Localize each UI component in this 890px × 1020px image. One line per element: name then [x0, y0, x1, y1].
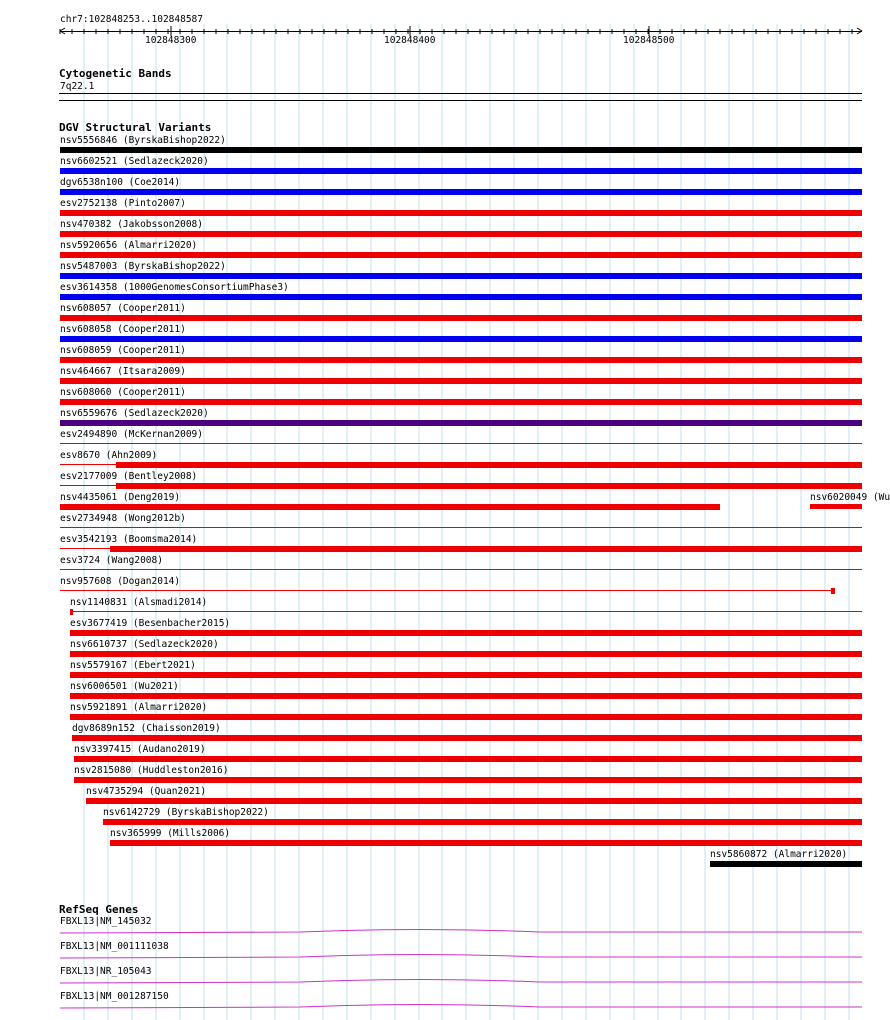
variant-bar-dgv8689n152[interactable]: [72, 735, 862, 741]
variant-bar-esv8670[interactable]: [116, 462, 862, 468]
variant-bar-esv3542193[interactable]: [110, 546, 862, 552]
cytoband-track-title[interactable]: Cytogenetic Bands: [59, 67, 172, 80]
variant-label-nsv5860872[interactable]: nsv5860872 (Almarri2020): [710, 849, 848, 860]
variant-label-nsv608060[interactable]: nsv608060 (Cooper2011): [60, 387, 186, 398]
variant-label-nsv608057[interactable]: nsv608057 (Cooper2011): [60, 303, 186, 314]
variant-bar-nsv957608[interactable]: [831, 588, 835, 594]
variant-bar-nsv5921891[interactable]: [70, 714, 862, 720]
variant-label-nsv6610737[interactable]: nsv6610737 (Sedlazeck2020): [70, 639, 219, 650]
cytoband-label[interactable]: 7q22.1: [60, 81, 95, 92]
ruler-ticks: [0, 24, 890, 54]
variant-bar-nsv6559676[interactable]: [60, 420, 862, 426]
variant-bar-nsv464667[interactable]: [60, 378, 862, 384]
variant-line-nsv957608[interactable]: [60, 590, 831, 591]
variant-bar-nsv5920656[interactable]: [60, 252, 862, 258]
refseq-track-title[interactable]: RefSeq Genes: [59, 903, 139, 916]
gene-model-1[interactable]: [0, 926, 890, 936]
variant-bar-esv3614358[interactable]: [60, 294, 862, 300]
ruler-right-arrow: [857, 28, 862, 34]
gene-intron-line: [60, 930, 862, 934]
variant-bar-nsv5860872[interactable]: [710, 861, 862, 867]
gene-label-3[interactable]: FBXL13|NR_105043: [60, 966, 152, 977]
variant-bar-nsv6610737[interactable]: [70, 651, 862, 657]
variant-label-nsv5487003[interactable]: nsv5487003 (ByrskaBishop2022): [60, 261, 226, 272]
variant-line-esv2177009[interactable]: [60, 485, 116, 486]
cytoband-band-top: [59, 93, 862, 94]
ruler-tick-label-3: 102848500: [623, 35, 675, 46]
variant-label-esv2734948[interactable]: esv2734948 (Wong2012b): [60, 513, 186, 524]
variant-bar-nsv608059[interactable]: [60, 357, 862, 363]
variant-bar-nsv6602521[interactable]: [60, 168, 862, 174]
variant-bar-nsv6020049[interactable]: [810, 504, 862, 509]
variant-label-nsv957608[interactable]: nsv957608 (Dogan2014): [60, 576, 181, 587]
variant-line-esv3542193[interactable]: [60, 548, 110, 549]
variant-label-nsv608059[interactable]: nsv608059 (Cooper2011): [60, 345, 186, 356]
gene-model-2[interactable]: [0, 951, 890, 961]
variant-line-nsv1140831[interactable]: [73, 611, 862, 612]
variant-bar-nsv608057[interactable]: [60, 315, 862, 321]
gene-intron-line: [60, 980, 862, 984]
variant-line-esv8670[interactable]: [60, 464, 116, 465]
variant-bar-nsv470382[interactable]: [60, 231, 862, 237]
variant-label-nsv6020049[interactable]: nsv6020049 (Wu: [810, 492, 890, 503]
variant-label-nsv5921891[interactable]: nsv5921891 (Almarri2020): [70, 702, 208, 713]
variant-bar-nsv608058[interactable]: [60, 336, 862, 342]
variant-bar-nsv6006501[interactable]: [70, 693, 862, 699]
variant-bar-nsv5556846[interactable]: [60, 147, 862, 153]
variant-label-nsv4735294[interactable]: nsv4735294 (Quan2021): [86, 786, 207, 797]
variant-bar-nsv5487003[interactable]: [60, 273, 862, 279]
variant-line-esv2734948[interactable]: [60, 527, 862, 528]
variant-label-esv8670[interactable]: esv8670 (Ahn2009): [60, 450, 158, 461]
gene-model-4[interactable]: [0, 1001, 890, 1011]
variant-bar-esv3677419[interactable]: [70, 630, 862, 636]
gene-intron-line: [60, 1005, 862, 1009]
gene-label-1[interactable]: FBXL13|NM_145032: [60, 916, 152, 927]
variant-bar-esv2752138[interactable]: [60, 210, 862, 216]
ruler-tick-label-2: 102848400: [384, 35, 436, 46]
variant-bar-nsv3397415[interactable]: [74, 756, 862, 762]
dgv-track-title[interactable]: DGV Structural Variants: [59, 121, 212, 134]
gene-intron-line: [60, 955, 862, 959]
variant-bar-nsv608060[interactable]: [60, 399, 862, 405]
variant-bar-nsv4435061[interactable]: [60, 504, 720, 510]
variant-label-nsv5579167[interactable]: nsv5579167 (Ebert2021): [70, 660, 196, 671]
variant-label-esv3542193[interactable]: esv3542193 (Boomsma2014): [60, 534, 198, 545]
variant-label-esv2177009[interactable]: esv2177009 (Bentley2008): [60, 471, 198, 482]
variant-bar-dgv6538n100[interactable]: [60, 189, 862, 195]
gene-model-3[interactable]: [0, 976, 890, 986]
variant-label-nsv6559676[interactable]: nsv6559676 (Sedlazeck2020): [60, 408, 209, 419]
variant-label-nsv4435061[interactable]: nsv4435061 (Deng2019): [60, 492, 181, 503]
ruler-left-arrow: [60, 28, 65, 34]
variant-label-esv2752138[interactable]: esv2752138 (Pinto2007): [60, 198, 186, 209]
variant-label-nsv1140831[interactable]: nsv1140831 (Alsmadi2014): [70, 597, 208, 608]
variant-label-nsv464667[interactable]: nsv464667 (Itsara2009): [60, 366, 186, 377]
variant-label-nsv5556846[interactable]: nsv5556846 (ByrskaBishop2022): [60, 135, 226, 146]
variant-label-nsv6142729[interactable]: nsv6142729 (ByrskaBishop2022): [103, 807, 269, 818]
location-label: chr7:102848253..102848587: [60, 14, 203, 25]
variant-label-nsv6006501[interactable]: nsv6006501 (Wu2021): [70, 681, 179, 692]
variant-label-nsv2815080[interactable]: nsv2815080 (Huddleston2016): [74, 765, 229, 776]
variant-label-dgv8689n152[interactable]: dgv8689n152 (Chaisson2019): [72, 723, 221, 734]
gene-label-4[interactable]: FBXL13|NM_001287150: [60, 991, 169, 1002]
ruler-tick-label-1: 102848300: [145, 35, 197, 46]
variant-label-dgv6538n100[interactable]: dgv6538n100 (Coe2014): [60, 177, 181, 188]
variant-bar-nsv5579167[interactable]: [70, 672, 862, 678]
variant-label-nsv470382[interactable]: nsv470382 (Jakobsson2008): [60, 219, 203, 230]
variant-label-nsv365999[interactable]: nsv365999 (Mills2006): [110, 828, 231, 839]
variant-label-nsv6602521[interactable]: nsv6602521 (Sedlazeck2020): [60, 156, 209, 167]
variant-bar-nsv6142729[interactable]: [103, 819, 862, 825]
variant-label-nsv608058[interactable]: nsv608058 (Cooper2011): [60, 324, 186, 335]
variant-line-esv2494890[interactable]: [60, 443, 862, 444]
variant-label-esv3724[interactable]: esv3724 (Wang2008): [60, 555, 163, 566]
variant-label-nsv5920656[interactable]: nsv5920656 (Almarri2020): [60, 240, 198, 251]
variant-line-esv3724[interactable]: [60, 569, 862, 570]
gene-label-2[interactable]: FBXL13|NM_001111038: [60, 941, 169, 952]
variant-bar-esv2177009[interactable]: [116, 483, 862, 489]
variant-label-esv2494890[interactable]: esv2494890 (McKernan2009): [60, 429, 203, 440]
cytoband-band-bottom: [59, 100, 862, 101]
variant-bar-nsv1140831[interactable]: [70, 609, 73, 615]
variant-bar-nsv2815080[interactable]: [74, 777, 862, 783]
variant-bar-nsv365999[interactable]: [110, 840, 862, 846]
variant-label-nsv3397415[interactable]: nsv3397415 (Audano2019): [74, 744, 206, 755]
variant-label-esv3614358[interactable]: esv3614358 (1000GenomesConsortiumPhase3): [60, 282, 289, 293]
variant-bar-nsv4735294[interactable]: [86, 798, 862, 804]
variant-label-esv3677419[interactable]: esv3677419 (Besenbacher2015): [70, 618, 231, 629]
